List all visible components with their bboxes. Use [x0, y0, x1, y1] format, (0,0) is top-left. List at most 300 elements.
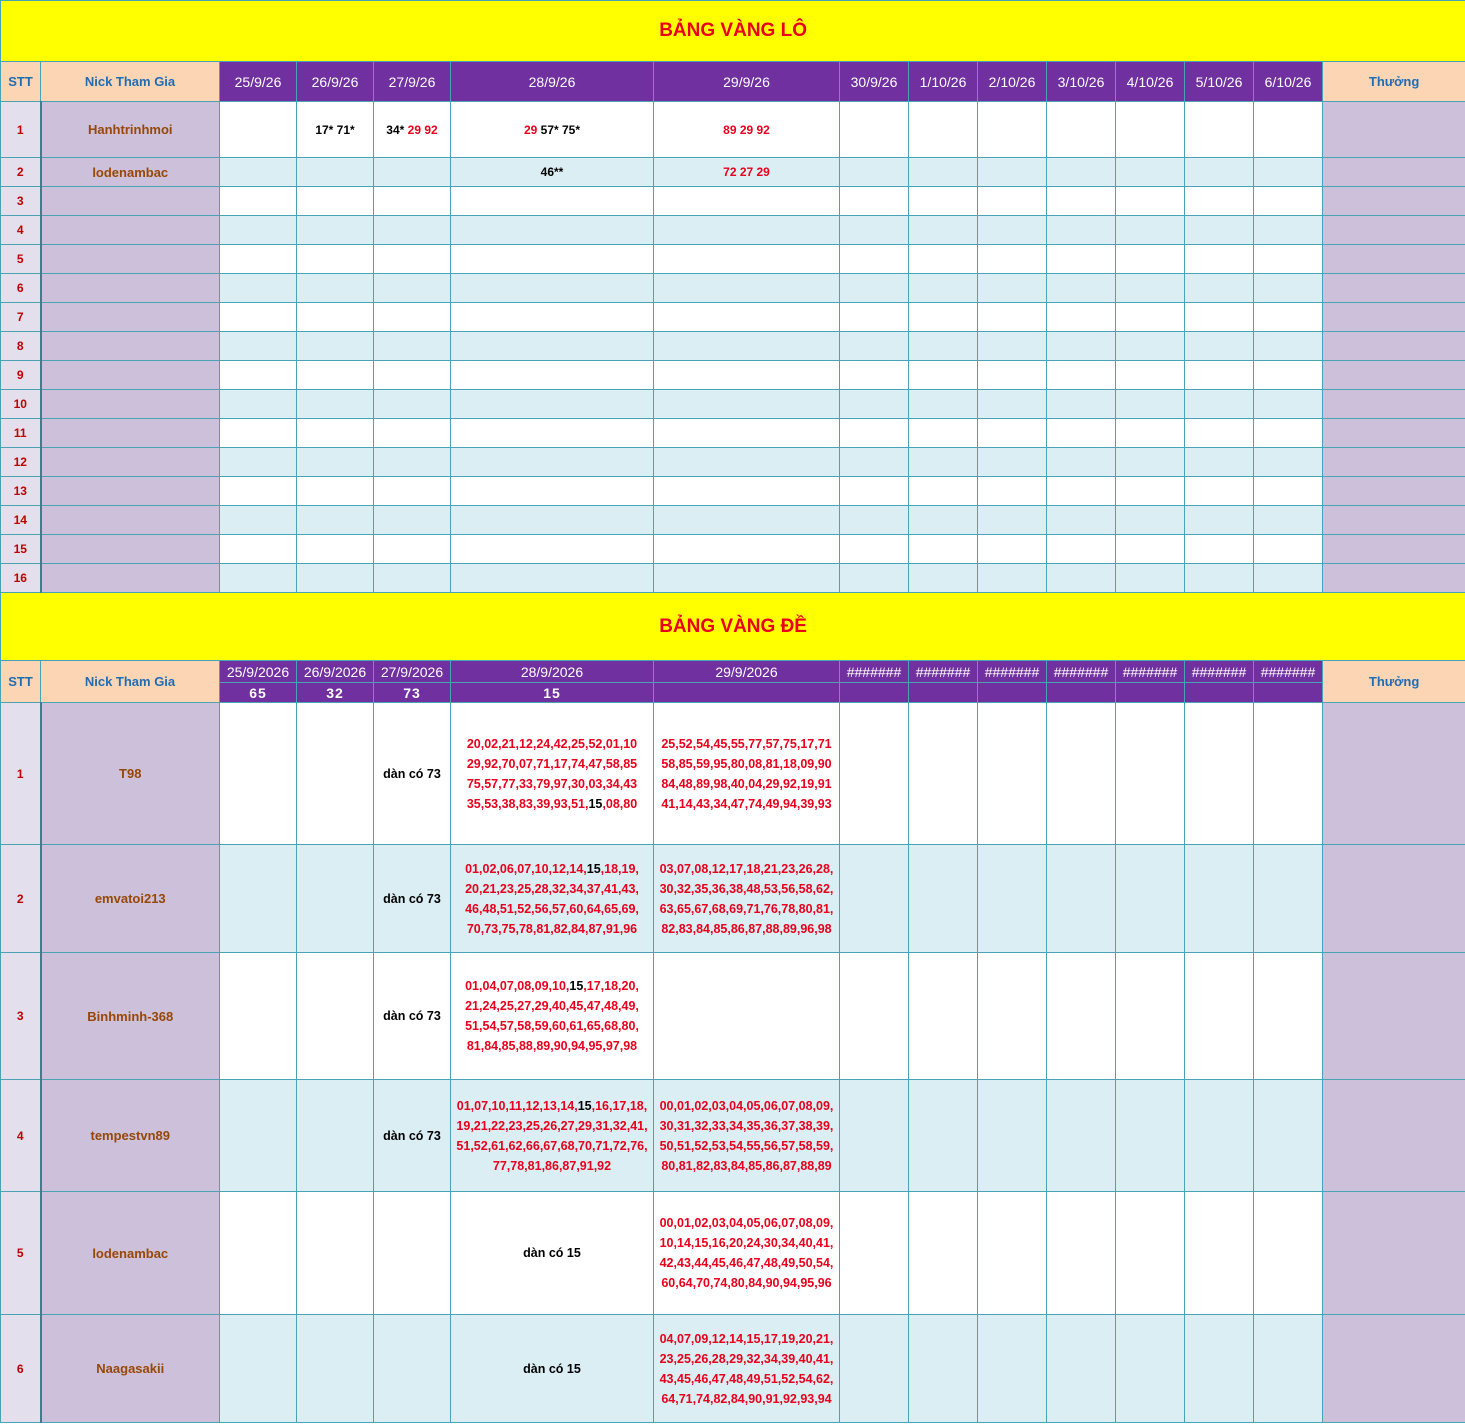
column-header-date[interactable]: 28/9/2026 — [451, 661, 654, 683]
grid-cell[interactable] — [909, 477, 978, 506]
grid-cell[interactable] — [220, 303, 297, 332]
grid-cell[interactable] — [840, 361, 909, 390]
grid-cell[interactable] — [1116, 332, 1185, 361]
grid-cell[interactable] — [374, 332, 451, 361]
grid-cell[interactable] — [1185, 448, 1254, 477]
grid-cell[interactable] — [978, 158, 1047, 187]
grid-cell[interactable] — [297, 703, 374, 845]
grid-cell[interactable] — [220, 448, 297, 477]
grid-cell[interactable] — [654, 390, 840, 419]
grid-cell[interactable] — [1254, 1080, 1323, 1192]
row-nick[interactable] — [41, 448, 220, 477]
grid-cell[interactable] — [1047, 1080, 1116, 1192]
grid-cell[interactable] — [654, 506, 840, 535]
grid-cell[interactable] — [374, 535, 451, 564]
grid-cell[interactable] — [374, 953, 451, 1080]
grid-cell[interactable] — [297, 1315, 374, 1423]
column-header-date[interactable]: 6/10/26 — [1254, 62, 1323, 102]
grid-cell[interactable] — [978, 245, 1047, 274]
row-nick[interactable]: Binhminh-368 — [41, 953, 220, 1080]
column-header-date[interactable]: 30/9/26 — [840, 62, 909, 102]
grid-cell[interactable] — [978, 477, 1047, 506]
grid-cell[interactable] — [654, 187, 840, 216]
row-reward[interactable] — [1323, 506, 1465, 535]
grid-cell[interactable] — [297, 448, 374, 477]
column-header-date[interactable]: ####### — [978, 661, 1047, 683]
grid-cell[interactable] — [840, 102, 909, 158]
grid-cell[interactable] — [451, 564, 654, 593]
row-reward[interactable] — [1323, 419, 1465, 448]
row-reward[interactable] — [1323, 845, 1465, 953]
row-reward[interactable] — [1323, 535, 1465, 564]
grid-cell[interactable] — [451, 390, 654, 419]
row-nick[interactable] — [41, 477, 220, 506]
grid-cell[interactable] — [374, 1315, 451, 1423]
grid-cell[interactable] — [978, 1080, 1047, 1192]
grid-cell[interactable] — [654, 245, 840, 274]
grid-cell[interactable] — [1254, 477, 1323, 506]
grid-cell[interactable] — [1185, 361, 1254, 390]
grid-cell[interactable] — [840, 274, 909, 303]
grid-cell[interactable] — [840, 703, 909, 845]
grid-cell[interactable] — [1185, 703, 1254, 845]
row-reward[interactable] — [1323, 477, 1465, 506]
grid-cell[interactable] — [840, 477, 909, 506]
grid-cell[interactable] — [978, 564, 1047, 593]
grid-cell[interactable] — [451, 332, 654, 361]
row-reward[interactable] — [1323, 216, 1465, 245]
grid-cell[interactable] — [1185, 506, 1254, 535]
grid-cell[interactable] — [374, 390, 451, 419]
grid-cell[interactable] — [1116, 448, 1185, 477]
grid-cell[interactable] — [374, 274, 451, 303]
column-header-date[interactable]: ####### — [1254, 661, 1323, 683]
grid-cell[interactable] — [840, 845, 909, 953]
grid-cell[interactable] — [654, 703, 840, 845]
grid-cell[interactable] — [1185, 390, 1254, 419]
grid-cell[interactable] — [1254, 448, 1323, 477]
grid-cell[interactable] — [297, 274, 374, 303]
grid-cell[interactable] — [909, 216, 978, 245]
grid-cell[interactable] — [978, 845, 1047, 953]
column-header-date[interactable]: 29/9/26 — [654, 62, 840, 102]
grid-cell[interactable] — [840, 158, 909, 187]
grid-cell[interactable] — [220, 564, 297, 593]
grid-cell[interactable] — [978, 216, 1047, 245]
grid-cell[interactable] — [451, 506, 654, 535]
grid-cell[interactable] — [374, 1080, 451, 1192]
grid-cell[interactable] — [909, 332, 978, 361]
grid-cell[interactable] — [297, 216, 374, 245]
grid-cell[interactable] — [1185, 1192, 1254, 1315]
row-nick[interactable] — [41, 419, 220, 448]
grid-cell[interactable] — [840, 419, 909, 448]
grid-cell[interactable] — [840, 1315, 909, 1423]
grid-cell[interactable] — [654, 274, 840, 303]
grid-cell[interactable] — [1047, 477, 1116, 506]
grid-cell[interactable] — [909, 390, 978, 419]
grid-cell[interactable] — [1254, 187, 1323, 216]
grid-cell[interactable] — [451, 274, 654, 303]
grid-cell[interactable] — [840, 303, 909, 332]
grid-cell[interactable] — [1116, 1315, 1185, 1423]
grid-cell[interactable] — [220, 1080, 297, 1192]
grid-cell[interactable] — [297, 303, 374, 332]
grid-cell[interactable] — [978, 187, 1047, 216]
row-reward[interactable] — [1323, 1192, 1465, 1315]
row-nick[interactable] — [41, 506, 220, 535]
grid-cell[interactable] — [1047, 361, 1116, 390]
grid-cell[interactable] — [220, 216, 297, 245]
row-reward[interactable] — [1323, 361, 1465, 390]
row-nick[interactable] — [41, 361, 220, 390]
column-header-date[interactable]: ####### — [1047, 661, 1116, 683]
grid-cell[interactable] — [1047, 953, 1116, 1080]
grid-cell[interactable] — [374, 477, 451, 506]
row-nick[interactable] — [41, 187, 220, 216]
grid-cell[interactable] — [1254, 274, 1323, 303]
grid-cell[interactable] — [374, 703, 451, 845]
grid-cell[interactable] — [909, 1315, 978, 1423]
grid-cell[interactable] — [978, 303, 1047, 332]
grid-cell[interactable] — [451, 448, 654, 477]
grid-cell[interactable] — [1185, 845, 1254, 953]
grid-cell[interactable] — [1116, 361, 1185, 390]
grid-cell[interactable] — [1185, 187, 1254, 216]
grid-cell[interactable] — [1116, 477, 1185, 506]
column-header-date[interactable]: ####### — [909, 661, 978, 683]
grid-cell[interactable] — [1185, 535, 1254, 564]
grid-cell[interactable] — [1047, 703, 1116, 845]
grid-cell[interactable] — [297, 187, 374, 216]
grid-cell[interactable] — [978, 506, 1047, 535]
grid-cell[interactable] — [297, 564, 374, 593]
grid-cell[interactable] — [978, 953, 1047, 1080]
grid-cell[interactable] — [297, 332, 374, 361]
grid-cell[interactable] — [909, 564, 978, 593]
grid-cell[interactable] — [1116, 245, 1185, 274]
grid-cell[interactable] — [374, 158, 451, 187]
grid-cell[interactable] — [978, 703, 1047, 845]
row-reward[interactable] — [1323, 303, 1465, 332]
grid-cell[interactable] — [1116, 390, 1185, 419]
grid-cell[interactable] — [978, 332, 1047, 361]
column-header-date[interactable]: ####### — [1185, 661, 1254, 683]
column-header-date[interactable]: ####### — [1116, 661, 1185, 683]
grid-cell[interactable] — [909, 703, 978, 845]
column-header-date[interactable]: 25/9/26 — [220, 62, 297, 102]
column-header-date[interactable]: 3/10/26 — [1047, 62, 1116, 102]
grid-cell[interactable] — [374, 419, 451, 448]
grid-cell[interactable] — [1116, 535, 1185, 564]
grid-cell[interactable] — [978, 274, 1047, 303]
grid-cell[interactable] — [909, 274, 978, 303]
row-reward[interactable] — [1323, 703, 1465, 845]
grid-cell[interactable] — [451, 158, 654, 187]
grid-cell[interactable] — [840, 506, 909, 535]
row-nick[interactable] — [41, 216, 220, 245]
grid-cell[interactable] — [654, 477, 840, 506]
row-nick[interactable] — [41, 390, 220, 419]
row-reward[interactable] — [1323, 102, 1465, 158]
grid-cell[interactable] — [1116, 187, 1185, 216]
row-reward[interactable] — [1323, 158, 1465, 187]
grid-cell[interactable] — [654, 102, 840, 158]
grid-cell[interactable] — [1254, 332, 1323, 361]
column-header-date[interactable]: 2/10/26 — [978, 62, 1047, 102]
grid-cell[interactable] — [654, 564, 840, 593]
grid-cell[interactable] — [1254, 564, 1323, 593]
grid-cell[interactable] — [220, 703, 297, 845]
grid-cell[interactable] — [1254, 506, 1323, 535]
grid-cell[interactable] — [1047, 448, 1116, 477]
grid-cell[interactable] — [374, 1192, 451, 1315]
grid-cell[interactable] — [909, 953, 978, 1080]
grid-cell[interactable] — [451, 361, 654, 390]
grid-cell[interactable] — [654, 361, 840, 390]
row-nick[interactable] — [41, 564, 220, 593]
grid-cell[interactable] — [1116, 102, 1185, 158]
grid-cell[interactable] — [909, 361, 978, 390]
grid-cell[interactable] — [1047, 245, 1116, 274]
row-nick[interactable] — [41, 535, 220, 564]
grid-cell[interactable] — [1185, 564, 1254, 593]
grid-cell[interactable] — [297, 245, 374, 274]
grid-cell[interactable] — [978, 1192, 1047, 1315]
grid-cell[interactable] — [1116, 564, 1185, 593]
grid-cell[interactable] — [451, 703, 654, 845]
grid-cell[interactable] — [1047, 332, 1116, 361]
grid-cell[interactable] — [220, 1315, 297, 1423]
column-header-date[interactable]: 4/10/26 — [1116, 62, 1185, 102]
grid-cell[interactable] — [374, 303, 451, 332]
row-nick[interactable]: lodenambac — [41, 1192, 220, 1315]
grid-cell[interactable] — [654, 1192, 840, 1315]
grid-cell[interactable] — [297, 477, 374, 506]
grid-cell[interactable] — [1185, 245, 1254, 274]
grid-cell[interactable] — [451, 477, 654, 506]
grid-cell[interactable] — [978, 361, 1047, 390]
grid-cell[interactable] — [1116, 1192, 1185, 1315]
row-nick[interactable] — [41, 274, 220, 303]
grid-cell[interactable] — [374, 187, 451, 216]
grid-cell[interactable] — [1116, 419, 1185, 448]
grid-cell[interactable] — [451, 953, 654, 1080]
row-nick[interactable]: T98 — [41, 703, 220, 845]
row-reward[interactable] — [1323, 332, 1465, 361]
grid-cell[interactable] — [297, 158, 374, 187]
grid-cell[interactable] — [297, 953, 374, 1080]
grid-cell[interactable] — [297, 102, 374, 158]
grid-cell[interactable] — [297, 361, 374, 390]
grid-cell[interactable] — [374, 361, 451, 390]
grid-cell[interactable] — [1185, 332, 1254, 361]
grid-cell[interactable] — [220, 274, 297, 303]
grid-cell[interactable] — [220, 390, 297, 419]
grid-cell[interactable] — [451, 102, 654, 158]
grid-cell[interactable] — [654, 953, 840, 1080]
grid-cell[interactable] — [1254, 158, 1323, 187]
grid-cell[interactable] — [1116, 158, 1185, 187]
grid-cell[interactable] — [374, 448, 451, 477]
grid-cell[interactable] — [297, 390, 374, 419]
grid-cell[interactable] — [1185, 477, 1254, 506]
grid-cell[interactable] — [1047, 216, 1116, 245]
grid-cell[interactable] — [451, 1080, 654, 1192]
grid-cell[interactable] — [840, 953, 909, 1080]
row-reward[interactable] — [1323, 564, 1465, 593]
grid-cell[interactable] — [1116, 506, 1185, 535]
row-reward[interactable] — [1323, 1080, 1465, 1192]
grid-cell[interactable] — [840, 390, 909, 419]
grid-cell[interactable] — [1254, 390, 1323, 419]
grid-cell[interactable] — [840, 564, 909, 593]
grid-cell[interactable] — [220, 361, 297, 390]
grid-cell[interactable] — [451, 216, 654, 245]
grid-cell[interactable] — [1185, 1080, 1254, 1192]
grid-cell[interactable] — [840, 1080, 909, 1192]
column-header-date[interactable]: ####### — [840, 661, 909, 683]
grid-cell[interactable] — [1185, 419, 1254, 448]
grid-cell[interactable] — [654, 1080, 840, 1192]
column-header-date[interactable]: 26/9/2026 — [297, 661, 374, 683]
grid-cell[interactable] — [1254, 102, 1323, 158]
grid-cell[interactable] — [451, 303, 654, 332]
grid-cell[interactable] — [374, 506, 451, 535]
grid-cell[interactable] — [1254, 419, 1323, 448]
grid-cell[interactable] — [1047, 158, 1116, 187]
grid-cell[interactable] — [1254, 953, 1323, 1080]
grid-cell[interactable] — [1047, 1192, 1116, 1315]
grid-cell[interactable] — [1047, 303, 1116, 332]
grid-cell[interactable] — [374, 216, 451, 245]
column-header-date[interactable]: 28/9/26 — [451, 62, 654, 102]
grid-cell[interactable] — [1254, 216, 1323, 245]
grid-cell[interactable] — [840, 332, 909, 361]
grid-cell[interactable] — [1116, 303, 1185, 332]
grid-cell[interactable] — [1116, 845, 1185, 953]
grid-cell[interactable] — [220, 245, 297, 274]
grid-cell[interactable] — [297, 535, 374, 564]
grid-cell[interactable] — [909, 1080, 978, 1192]
grid-cell[interactable] — [840, 187, 909, 216]
grid-cell[interactable] — [220, 158, 297, 187]
grid-cell[interactable] — [1047, 390, 1116, 419]
column-header-date[interactable]: 27/9/2026 — [374, 661, 451, 683]
grid-cell[interactable] — [654, 535, 840, 564]
grid-cell[interactable] — [451, 1192, 654, 1315]
grid-cell[interactable] — [1116, 703, 1185, 845]
grid-cell[interactable] — [220, 845, 297, 953]
grid-cell[interactable] — [220, 506, 297, 535]
grid-cell[interactable] — [297, 1080, 374, 1192]
row-nick[interactable] — [41, 303, 220, 332]
grid-cell[interactable] — [1116, 274, 1185, 303]
grid-cell[interactable] — [1047, 564, 1116, 593]
grid-cell[interactable] — [1185, 1315, 1254, 1423]
grid-cell[interactable] — [654, 303, 840, 332]
grid-cell[interactable] — [1047, 102, 1116, 158]
grid-cell[interactable] — [220, 187, 297, 216]
grid-cell[interactable] — [978, 390, 1047, 419]
grid-cell[interactable] — [1116, 1080, 1185, 1192]
column-header-date[interactable]: 5/10/26 — [1185, 62, 1254, 102]
grid-cell[interactable] — [978, 419, 1047, 448]
grid-cell[interactable] — [909, 506, 978, 535]
column-header-date[interactable]: 26/9/26 — [297, 62, 374, 102]
grid-cell[interactable] — [909, 535, 978, 564]
grid-cell[interactable] — [909, 102, 978, 158]
row-nick[interactable] — [41, 332, 220, 361]
column-header-date[interactable]: 27/9/26 — [374, 62, 451, 102]
grid-cell[interactable] — [909, 845, 978, 953]
grid-cell[interactable] — [220, 102, 297, 158]
grid-cell[interactable] — [297, 845, 374, 953]
grid-cell[interactable] — [220, 419, 297, 448]
grid-cell[interactable] — [1185, 274, 1254, 303]
grid-cell[interactable] — [1047, 1315, 1116, 1423]
grid-cell[interactable] — [451, 535, 654, 564]
row-nick[interactable]: tempestvn89 — [41, 1080, 220, 1192]
grid-cell[interactable] — [451, 245, 654, 274]
grid-cell[interactable] — [909, 303, 978, 332]
grid-cell[interactable] — [978, 535, 1047, 564]
grid-cell[interactable] — [1254, 361, 1323, 390]
grid-cell[interactable] — [654, 158, 840, 187]
grid-cell[interactable] — [1254, 245, 1323, 274]
grid-cell[interactable] — [654, 845, 840, 953]
row-reward[interactable] — [1323, 274, 1465, 303]
grid-cell[interactable] — [840, 448, 909, 477]
row-nick[interactable] — [41, 245, 220, 274]
grid-cell[interactable] — [1116, 953, 1185, 1080]
grid-cell[interactable] — [1047, 419, 1116, 448]
grid-cell[interactable] — [1047, 845, 1116, 953]
row-nick[interactable]: lodenambac — [41, 158, 220, 187]
grid-cell[interactable] — [1185, 102, 1254, 158]
grid-cell[interactable] — [909, 419, 978, 448]
grid-cell[interactable] — [654, 332, 840, 361]
row-reward[interactable] — [1323, 448, 1465, 477]
grid-cell[interactable] — [220, 477, 297, 506]
grid-cell[interactable] — [840, 535, 909, 564]
grid-cell[interactable] — [654, 419, 840, 448]
grid-cell[interactable] — [1254, 703, 1323, 845]
grid-cell[interactable] — [451, 419, 654, 448]
grid-cell[interactable] — [840, 216, 909, 245]
grid-cell[interactable] — [1254, 1192, 1323, 1315]
grid-cell[interactable] — [1047, 535, 1116, 564]
grid-cell[interactable] — [1047, 506, 1116, 535]
grid-cell[interactable] — [451, 187, 654, 216]
grid-cell[interactable] — [909, 448, 978, 477]
row-reward[interactable] — [1323, 187, 1465, 216]
grid-cell[interactable] — [1254, 1315, 1323, 1423]
row-reward[interactable] — [1323, 245, 1465, 274]
grid-cell[interactable] — [1185, 953, 1254, 1080]
row-reward[interactable] — [1323, 1315, 1465, 1423]
grid-cell[interactable] — [1116, 216, 1185, 245]
grid-cell[interactable] — [220, 1192, 297, 1315]
row-nick[interactable]: Hanhtrinhmoi — [41, 102, 220, 158]
grid-cell[interactable] — [978, 448, 1047, 477]
grid-cell[interactable] — [220, 953, 297, 1080]
grid-cell[interactable] — [978, 102, 1047, 158]
grid-cell[interactable] — [840, 1192, 909, 1315]
grid-cell[interactable] — [1254, 303, 1323, 332]
grid-cell[interactable] — [220, 332, 297, 361]
grid-cell[interactable] — [654, 1315, 840, 1423]
